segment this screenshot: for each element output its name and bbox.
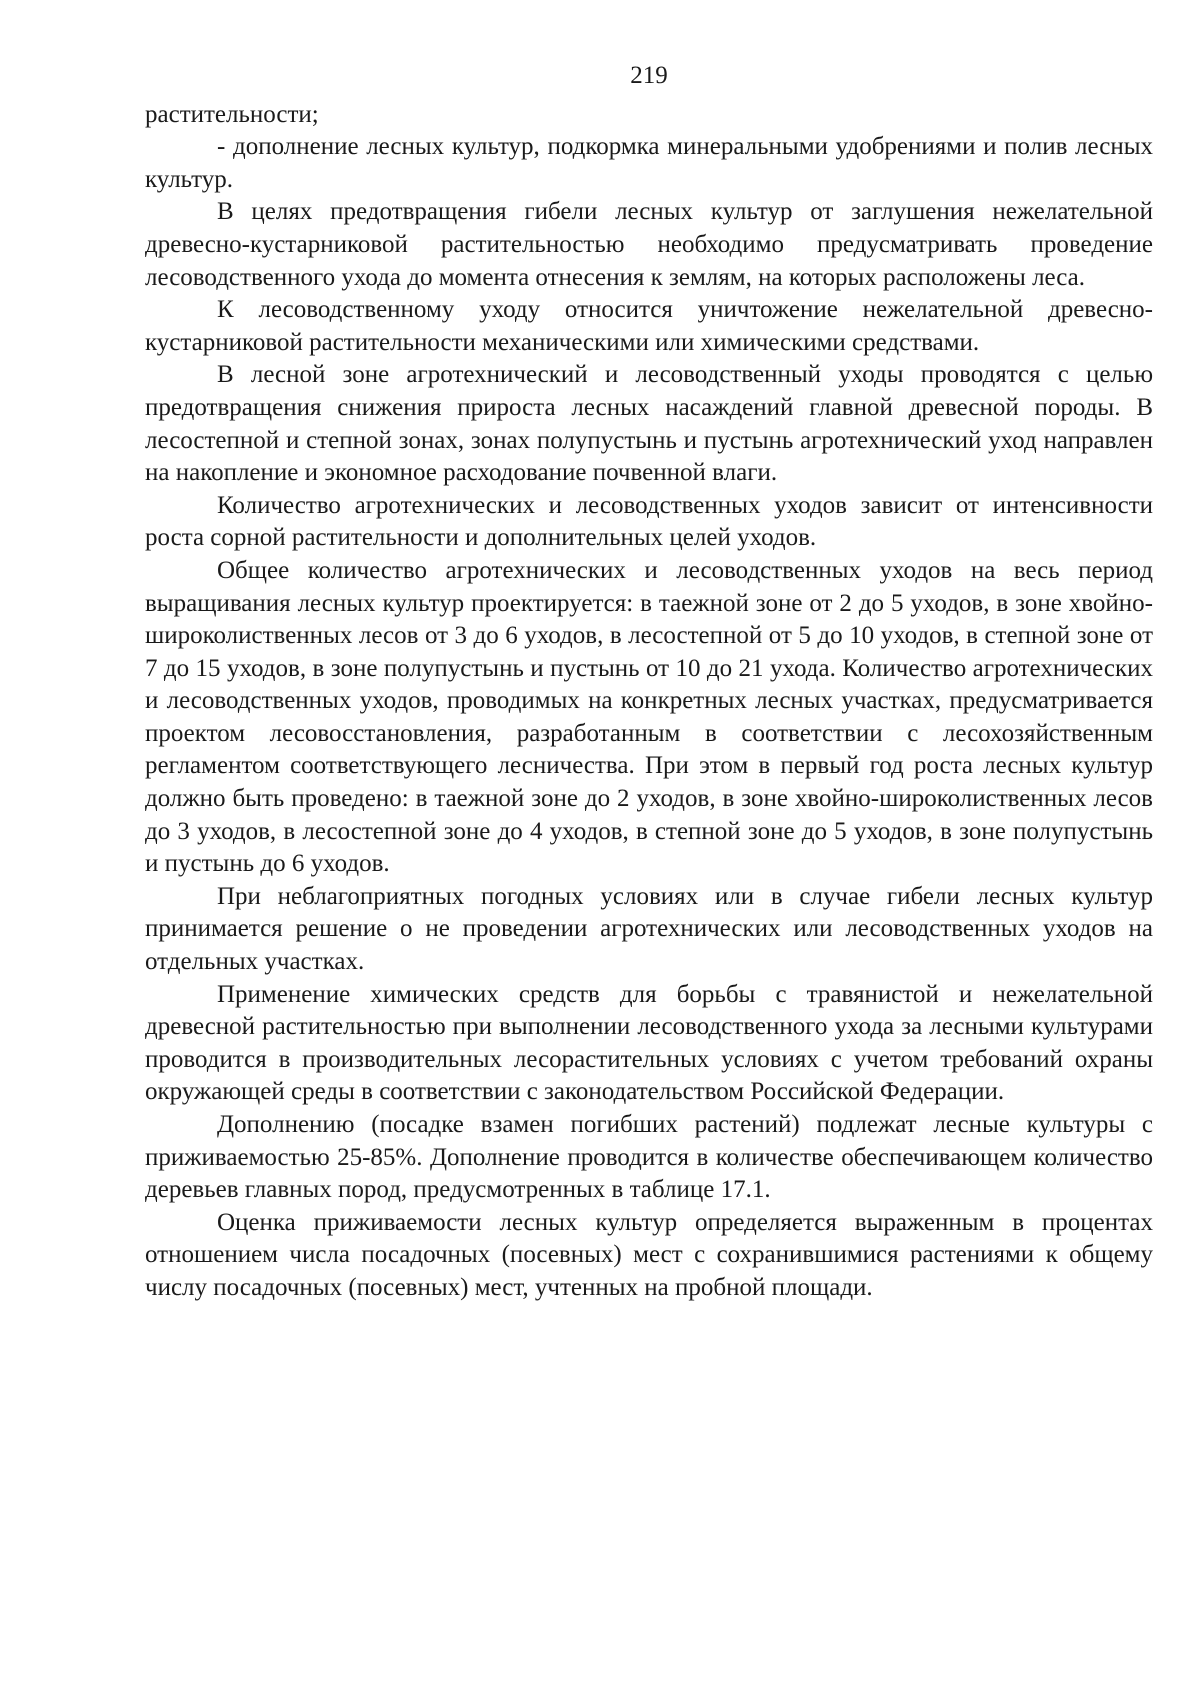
paragraph: К лесоводственному уходу относится уничтожение нежелательной древесно-кустарниковой растительности механическими или химическими средствами. xyxy=(145,296,1153,356)
paragraph: - дополнение лесных культур, подкормка минеральными удобрениями и полив лесных культур. xyxy=(145,133,1153,193)
paragraph: Применение химических средств для борьбы с травянистой и нежелательной древесной растительностью при выполнении лесоводственного ухода за лесными культурами проводится в производительных лесорастительных условиях с учетом требований охраны окружающей среды в соответствии с законодательством Российской Федерации. xyxy=(145,980,1153,1106)
paragraph: При неблагоприятных погодных условиях или в случае гибели лесных культур принимается решение о не проведении агротехнических или лесоводственных уходов на отдельных участках. xyxy=(145,882,1153,976)
paragraph: растительности; xyxy=(145,100,319,128)
document-body xyxy=(145,99,1153,1305)
page-number: 219 xyxy=(630,62,668,89)
document-page xyxy=(145,60,1153,1305)
paragraph: Количество агротехнических и лесоводственных уходов зависит от интенсивности роста сорной растительности и дополнительных целей уходов. xyxy=(145,491,1153,552)
paragraph: Общее количество агротехнических и лесоводственных уходов на весь период выращивания лесных культур проектируется: в таежной зоне от 2 до 5 уходов, в зоне хвойно-широколиственных лесов от 3 до 6 уходов, в лесостепной от 5 до 10 уходов, в степной зоне от 7 до 15 уходов, в зоне полупустынь и пустынь от 10 до 21 ухода. Количество агротехнических и лесоводственных уходов, проводимых на конкретных лесных участках, предусматривается проектом лесовосстановления, разработанным в соответствии с лесохозяйственным регламентом соответствующего лесничества. При этом в первый год роста лесных культур должно быть проведено: в таежной зоне до 2 уходов, в зоне хвойно-широколиственных лесов до 3 уходов, в лесостепной зоне до 4 уходов, в степной зоне до 5 уходов, в зоне полупустынь и пустынь до 6 уходов. xyxy=(145,556,1153,878)
paragraph: В целях предотвращения гибели лесных культур от заглушения нежелательной древесно-кустарниковой растительностью необходимо предусматривать проведение лесоводственного ухода до момента отнесения к землям, на которых расположены леса. xyxy=(145,198,1153,291)
paragraph: Дополнению (посадке взамен погибших растений) подлежат лесные культуры с приживаемостью 25-85%. Дополнение проводится в количестве обеспечивающем количество деревьев главных пород, предусмотренных в таблице 17.1. xyxy=(145,1111,1153,1204)
paragraph: Оценка приживаемости лесных культур определяется выраженным в процентах отношением числа посадочных (посевных) мест с сохранившимися растениями к общему числу посадочных (посевных) мест, учтенных на пробной площади. xyxy=(145,1208,1153,1301)
paragraph: В лесной зоне агротехнический и лесоводственный уходы проводятся с целью предотвращения снижения прироста лесных насаждений главной древесной породы. В лесостепной и степной зонах, зонах полупустынь и пустынь агротехнический уход направлен на накопление и экономное расходование почвенной влаги. xyxy=(145,361,1153,487)
